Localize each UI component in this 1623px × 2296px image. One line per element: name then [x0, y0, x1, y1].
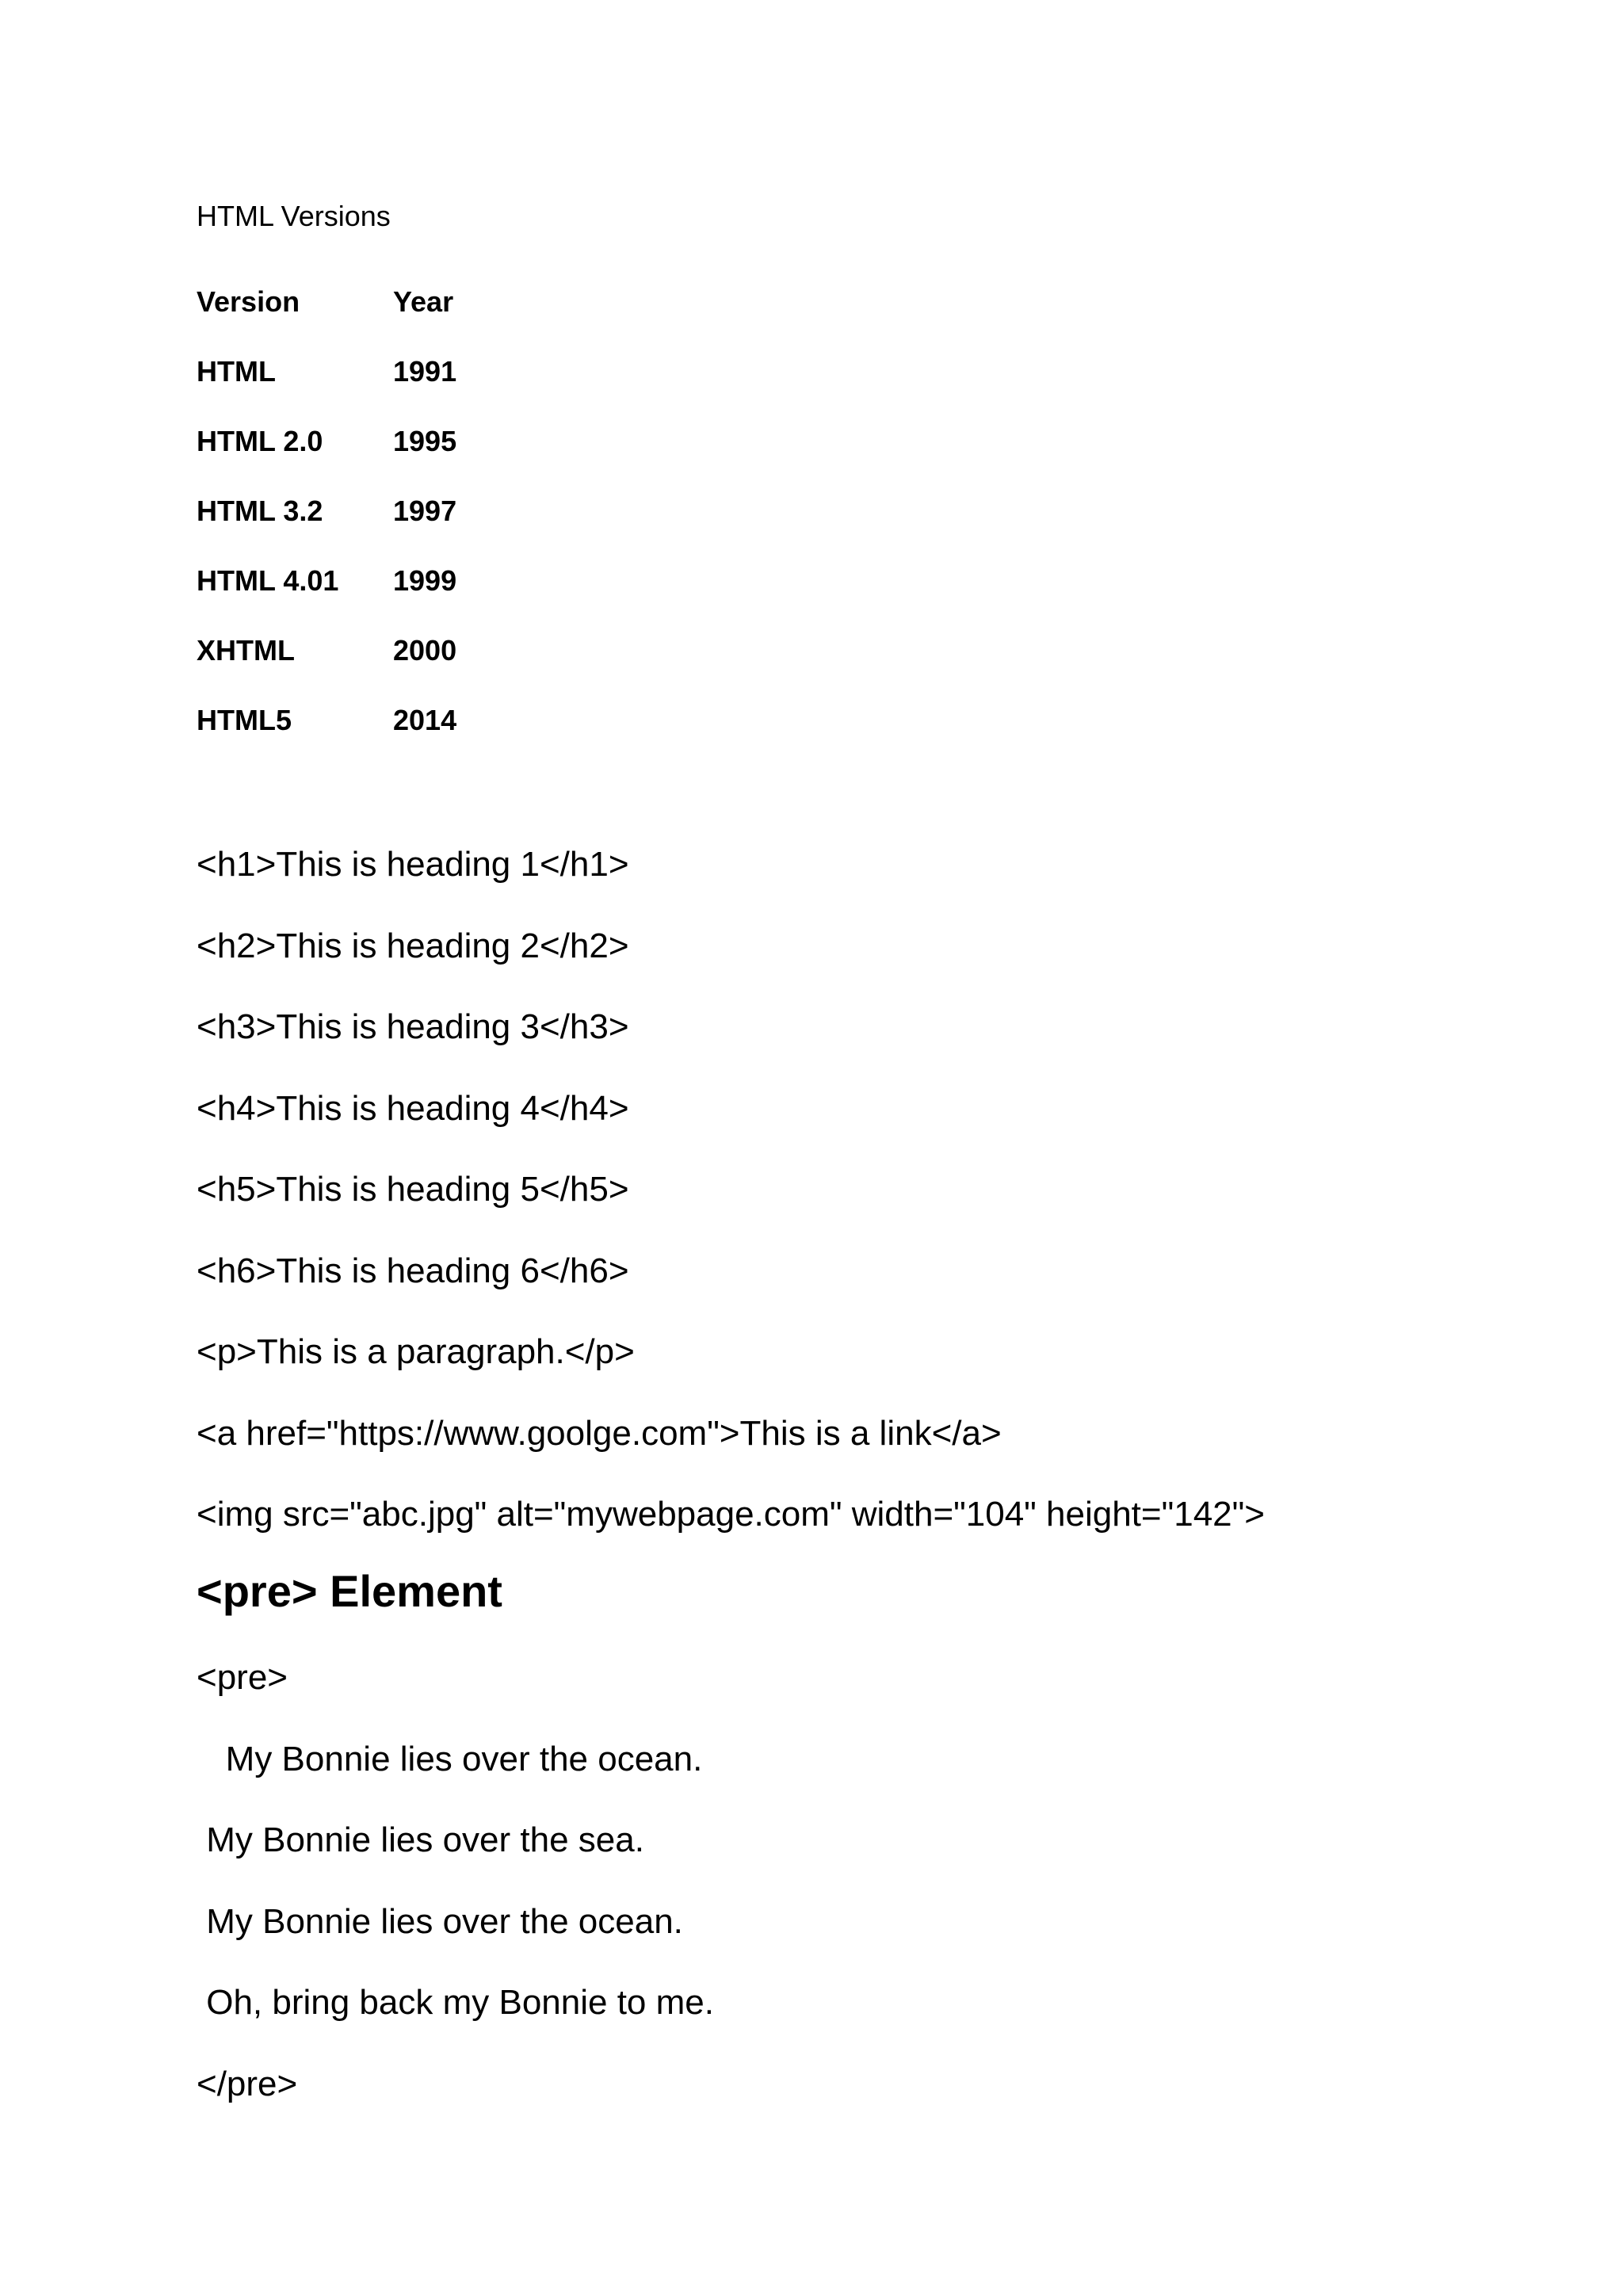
table-cell-year: 2000	[393, 634, 457, 667]
table-cell-version: HTML 4.01	[197, 564, 339, 597]
pre-line-lyric: Oh, bring back my Bonnie to me.	[197, 1983, 714, 2022]
document-title: HTML Versions	[197, 200, 391, 232]
pre-line-close: </pre>	[197, 2064, 298, 2103]
table-row	[197, 337, 456, 407]
table-header-year: Year	[393, 285, 454, 318]
table-cell-version: HTML 3.2	[197, 495, 323, 527]
table-cell-year: 1999	[393, 564, 457, 597]
code-line-h6: <h6>This is heading 6</h6>	[197, 1251, 629, 1290]
table-cell-version: HTML5	[197, 704, 292, 736]
code-line-h1: <h1>This is heading 1</h1>	[197, 845, 629, 884]
code-line-h3: <h3>This is heading 3</h3>	[197, 1007, 629, 1046]
table-row	[197, 616, 456, 686]
table-cell-year: 1991	[393, 355, 457, 388]
code-line-image: <img src="abc.jpg" alt="mywebpage.com" width="104" height="142">	[197, 1495, 1265, 1534]
table-row	[197, 407, 456, 476]
table-cell-version: HTML	[197, 355, 276, 388]
table-cell-version: HTML 2.0	[197, 425, 323, 457]
code-line-h4: <h4>This is heading 4</h4>	[197, 1088, 629, 1128]
code-line-paragraph: <p>This is a paragraph.</p>	[197, 1332, 635, 1371]
table-header-row	[197, 267, 456, 337]
table-cell-version: XHTML	[197, 634, 295, 667]
versions-table	[197, 267, 456, 755]
code-line-link: <a href="https://www.goolge.com">This is a link</a>	[197, 1413, 1002, 1453]
pre-line-lyric: My Bonnie lies over the ocean.	[197, 1739, 703, 1778]
table-header-version: Version	[197, 285, 300, 318]
code-line-h5: <h5>This is heading 5</h5>	[197, 1170, 629, 1209]
pre-example	[197, 1637, 714, 2125]
table-cell-year: 2014	[393, 704, 457, 736]
table-cell-year: 1995	[393, 425, 457, 457]
pre-line-lyric: My Bonnie lies over the sea.	[197, 1820, 644, 1859]
code-line-h2: <h2>This is heading 2</h2>	[197, 926, 629, 965]
table-cell-year: 1997	[393, 495, 457, 527]
table-row	[197, 686, 456, 755]
code-examples	[197, 824, 1265, 1556]
pre-line-open: <pre>	[197, 1658, 288, 1697]
table-row	[197, 546, 456, 616]
pre-line-lyric: My Bonnie lies over the ocean.	[197, 1901, 683, 1941]
table-row	[197, 476, 456, 546]
pre-element-heading: <pre> Element	[197, 1566, 502, 1616]
